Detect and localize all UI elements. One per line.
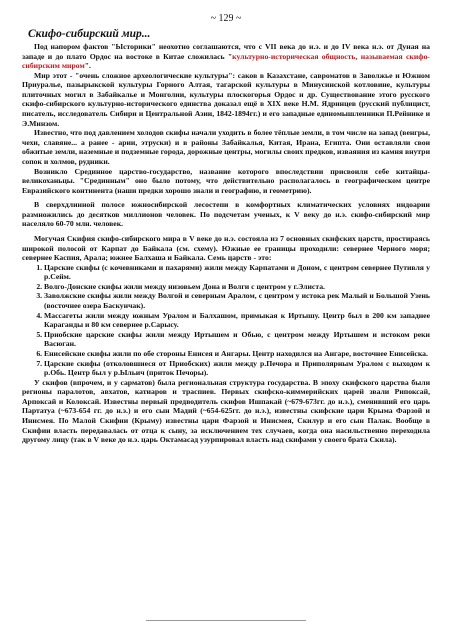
paragraph-7: У скифов (впрочем, и у сарматов) была региональная структура государства. В эпоху скифского царства были регионы паралотов, авхатов, катиаров и траспиев. Первых скифско-киммерийских царей звали Рипоксай, Арпоксай и Колоксай. Известны первый предводитель скифов Ишпакай (~679-673гг. до н.э.), сменивший его царь Партатуа (~673-654 гг. до н.э.) и его сын Мадий (~654-625гг. до н.э.), известны скифские цари Крыма Фарзой и Инисмея. По Малой Скифии (Крыму) известны цари Фарзой и Инисмея, Скилур и его сын Палак. Вообще в Скифии власть передавалась от отца к сыну, за исключением тех случаев, когда она насильственно переходила другому лицу (так в V веке до н.э. царь Октамасад узурпировал власть над скифами у своего брата Скила). (22, 377, 430, 445)
list-item: 6. Енисейские скифы жили по обе стороны Енисея и Ангары. Центр находился на Ангаре, восточнее Енисейска. (44, 349, 430, 359)
page-number: ~ 129 ~ (210, 13, 242, 24)
section-title: Скифо-сибирский мир... (28, 28, 151, 40)
kingdoms-list (22, 263, 430, 378)
list-item: 1. Царские скифы (с кочевниками и пахарями) жили между Карпатами и Доном, с центром севернее Путивля у р.Сейм. (44, 263, 430, 282)
paragraph-2: Мир этот - "очень сложное археологические культуры": саков в Казахстане, савроматов в Заволжье и Южном Приуралье, пазырыкской культуры Горного Алтая, тагарской культуры в Минусинской котловине, культуры плиточных могил в Забайкалье и Монголии, культуры плоскогорья Ордос и др. Существование этого русского скифо-сибирского культурно-исторического единства доказал ещё в XIX веке Н.М. Ядринцев (русский публицист, писатель, исследователь Сибири и Центральной Азии, 1842-1894гг.) и его западные единомышленники П.Рейнике и Э.Минзом. (22, 70, 430, 128)
paragraph-4: Возникло Срединное царство-государство, название которого впоследствии присвоили себе китайцы-великоханьцы. "Срединным" оно было потому, что действительно располагалось в географическом центре Евразийского континента (наши предки хорошо знали и географию, и геометрию). (22, 166, 430, 195)
list-item: 2. Волго-Донские скифы жили между низовьем Дона и Волги с центром у г.Элиста. (44, 282, 430, 292)
list-item: 3. Заволжские скифы жили между Волгой и северным Аралом, с центром у истока рек Малый и Большой Узень (восточнее озера Баскунчак). (44, 291, 430, 310)
list-item: 7. Царские скифы (отколовшиеся от Приобских) жили между р.Печора и Приполярным Уралом с выходом к р.Обь. Центр был у р.Ыльич (приток Печоры). (44, 359, 430, 378)
paragraph-5: В сверхдлинной полосе южносибирской лесостепи в комфортных климатических условиях индоарии размножились до десятков миллионов человек. По подсчетам ученых, к V веку до н.э. скифо-сибирский мир населяло 60-70 млн. человек. (22, 200, 430, 229)
list-item: 4. Массагеты жили между южным Уралом и Балхашом, примыкая к Иртышу. Центр был в 200 км западнее Караганды и 80 км севернее р.Сарысу. (44, 311, 430, 330)
list-item: 5. Приобские царские скифы жили между Иртышем и Обью, с центром между Иртышем и истоком реки Васюган. (44, 330, 430, 349)
footer-divider (146, 620, 306, 621)
paragraph-3: Известно, что под давлением холодов скифы начали уходить в более тёплые земли, в том числе на запад (венгры, чехи, славяне... а ранее - арии, этруски) и в районы Забайкалья, Китая, Ирана, Египта. Они оставляли свои обжитые земли, наземные и подземные города, дорожные центры, могилы своих предков, изваяния из камня внутри сопок и холмов, рудники. (22, 128, 430, 166)
paragraph-1 (22, 42, 430, 71)
document-body (22, 42, 430, 445)
paragraph-1-text-after: ". (84, 61, 91, 71)
highlighted-phrase: культурно-историческая общность, называемая скифо-сибирским миром (22, 51, 430, 71)
paragraph-1-text-before: Под напором фактов "Ысторики" неохотно соглашаются, что с VII века до н.э. и до IV века н.э. от Дуная на западе и до плато Ордос на востоке в Китае сложилась " (22, 42, 430, 61)
paragraph-6: Могучая Скифия скифо-сибирского мира в V веке до н.э. состояла из 7 основных скифских царств, простираясь широкой полосой от Карпат до Байкала (см. схему). Южные ее границы проходили: севернее Черного моря; севернее Каспия, Арала; южнее Балхаша и Байкала. Семь царств - это: (22, 233, 430, 263)
